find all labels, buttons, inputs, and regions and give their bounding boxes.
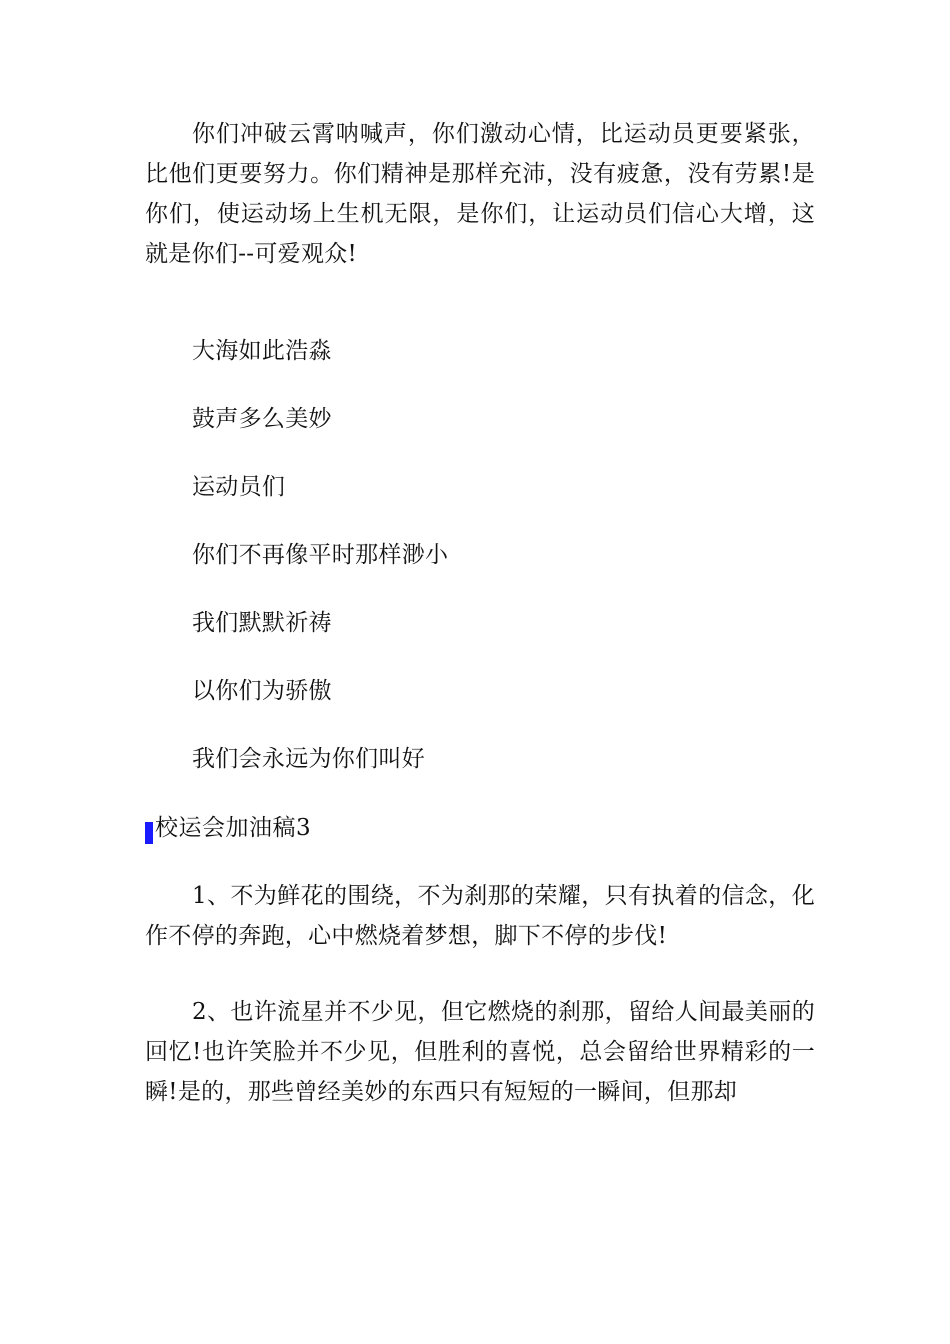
poem-line-3: 运动员们 — [192, 474, 286, 500]
poem-line-5: 我们默默祈祷 — [192, 610, 332, 636]
paragraph-audience: 你们冲破云霄呐喊声，你们激动心情，比运动员更要紧张，比他们更要努力。你们精神是那样充沛，没有疲惫，没有劳累!是你们，使运动场上生机无限，是你们，让运动员们信心大增，这就是你们--可爱观众! — [145, 121, 815, 267]
section-heading — [145, 808, 311, 848]
heading-marker-icon — [145, 822, 153, 844]
poem-line-2: 鼓声多么美妙 — [192, 406, 332, 432]
section-heading-text: 校运会加油稿3 — [155, 815, 312, 841]
list-item-2: 2、也许流星并不少见，但它燃烧的刹那，留给人间最美丽的回忆!也许笑脸并不少见，但胜利的喜悦，总会留给世界精彩的一瞬!是的，那些曾经美妙的东西只有短短的一瞬间，但那却 — [145, 999, 815, 1105]
poem-line-1: 大海如此浩淼 — [192, 338, 332, 364]
poem-line-6: 以你们为骄傲 — [192, 678, 332, 704]
poem-line-4: 你们不再像平时那样渺小 — [192, 542, 449, 568]
poem-line-7: 我们会永远为你们叫好 — [192, 746, 425, 772]
list-item-1: 1、不为鲜花的围绕，不为刹那的荣耀，只有执着的信念，化作不停的奔跑，心中燃烧着梦想，脚下不停的步伐! — [145, 883, 815, 949]
